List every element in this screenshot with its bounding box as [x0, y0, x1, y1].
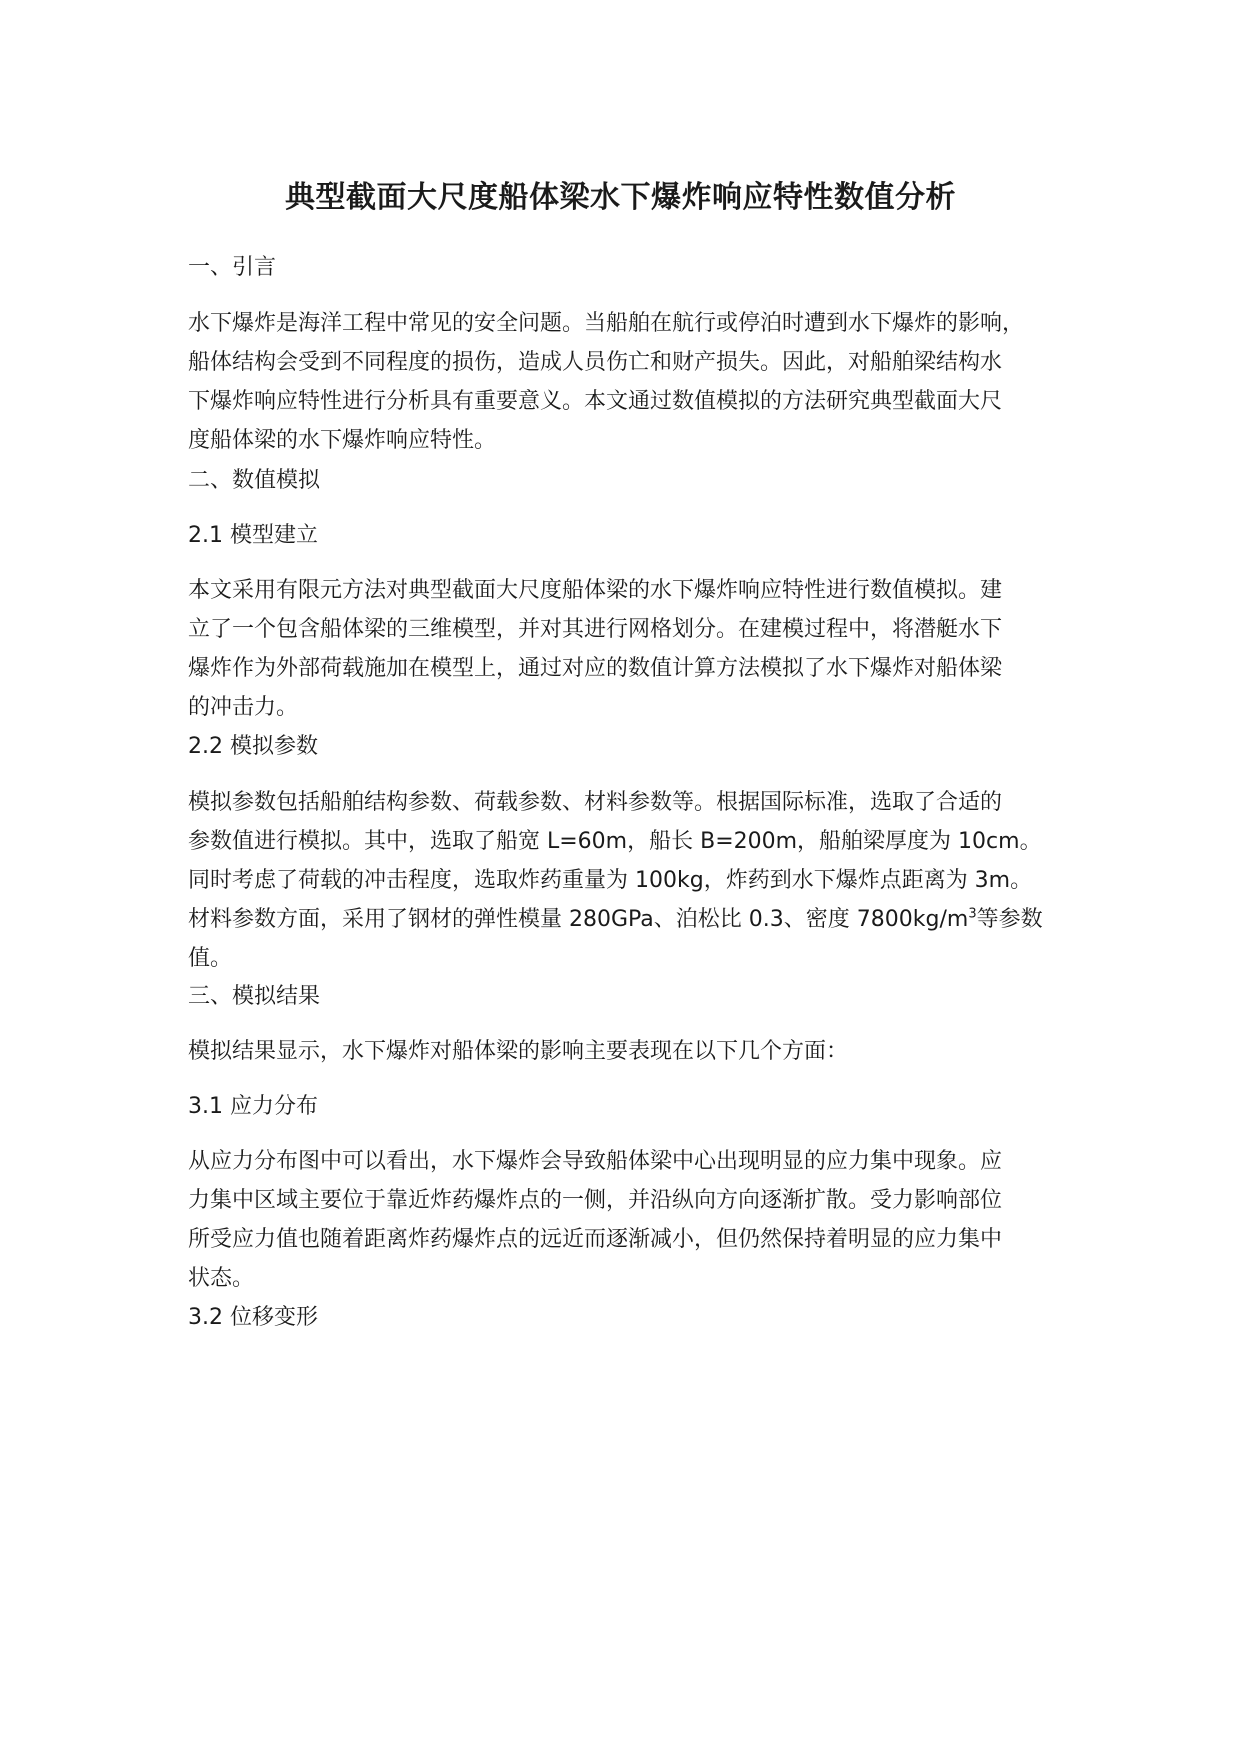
- paragraph-text: 材料参数方面，采用了钢材的弹性模量 280GPa、泊松比 0.3、密度 7800kg/m: [188, 907, 969, 932]
- paragraph-line: 同时考虑了荷载的冲击程度，选取炸药重量为 100kg，炸药到水下爆炸点距离为 3m。: [188, 868, 1033, 893]
- paragraph-line: 所受应力值也随着距离炸药爆炸点的远近而逐渐减小，但仍然保持着明显的应力集中: [188, 1227, 1003, 1252]
- paragraph-line: 值。: [188, 946, 233, 971]
- paragraph-line: 船体结构会受到不同程度的损伤，造成人员伤亡和财产损失。因此，对船舶梁结构水: [188, 350, 1003, 375]
- results-intro-paragraph: 模拟结果显示，水下爆炸对船体梁的影响主要表现在以下几个方面：: [188, 1039, 849, 1064]
- paragraph-line: 从应力分布图中可以看出，水下爆炸会导致船体梁中心出现明显的应力集中现象。应: [188, 1149, 1003, 1174]
- model-paragraph: [188, 571, 1068, 727]
- section-heading-results: 三、模拟结果: [188, 984, 321, 1009]
- paragraph-line: [188, 900, 1068, 939]
- subsection-heading-displacement: 3.2 位移变形: [188, 1305, 318, 1330]
- document-title: 典型截面大尺度船体梁水下爆炸响应特性数值分析: [285, 180, 956, 215]
- paragraph-line: 爆炸作为外部荷载施加在模型上，通过对应的数值计算方法模拟了水下爆炸对船体梁: [188, 656, 1003, 681]
- introduction-paragraph: [188, 304, 1068, 460]
- paragraph-line: 立了一个包含船体梁的三维模型，并对其进行网格划分。在建模过程中，将潜艇水下: [188, 617, 1003, 642]
- subsection-heading-stress: 3.1 应力分布: [188, 1094, 318, 1119]
- paragraph-text: 等参数: [976, 907, 1043, 932]
- paragraph-line: 的冲击力。: [188, 695, 299, 720]
- stress-paragraph: [188, 1142, 1068, 1298]
- subsection-heading-parameters: 2.2 模拟参数: [188, 734, 318, 759]
- paragraph-line: 模拟参数包括船舶结构参数、荷载参数、材料参数等。根据国际标准，选取了合适的: [188, 790, 1003, 815]
- paragraph-line: 状态。: [188, 1266, 255, 1291]
- paragraph-line: 度船体梁的水下爆炸响应特性。: [188, 428, 497, 453]
- superscript-exponent: 3: [968, 906, 977, 922]
- section-heading-introduction: 一、引言: [188, 255, 277, 280]
- paragraph-line: 水下爆炸是海洋工程中常见的安全问题。当船舶在航行或停泊时遭到水下爆炸的影响，: [188, 311, 1025, 336]
- paragraph-line: 下爆炸响应特性进行分析具有重要意义。本文通过数值模拟的方法研究典型截面大尺: [188, 389, 1003, 414]
- section-heading-numerical-simulation: 二、数值模拟: [188, 468, 321, 493]
- paragraph-line: 力集中区域主要位于靠近炸药爆炸点的一侧，并沿纵向方向逐渐扩散。受力影响部位: [188, 1188, 1003, 1213]
- parameters-paragraph: [188, 783, 1068, 978]
- subsection-heading-model: 2.1 模型建立: [188, 523, 318, 548]
- paragraph-line: 本文采用有限元方法对典型截面大尺度船体梁的水下爆炸响应特性进行数值模拟。建: [188, 578, 1003, 603]
- paragraph-line: 参数值进行模拟。其中，选取了船宽 L=60m，船长 B=200m，船舶梁厚度为 10cm。: [188, 829, 1042, 854]
